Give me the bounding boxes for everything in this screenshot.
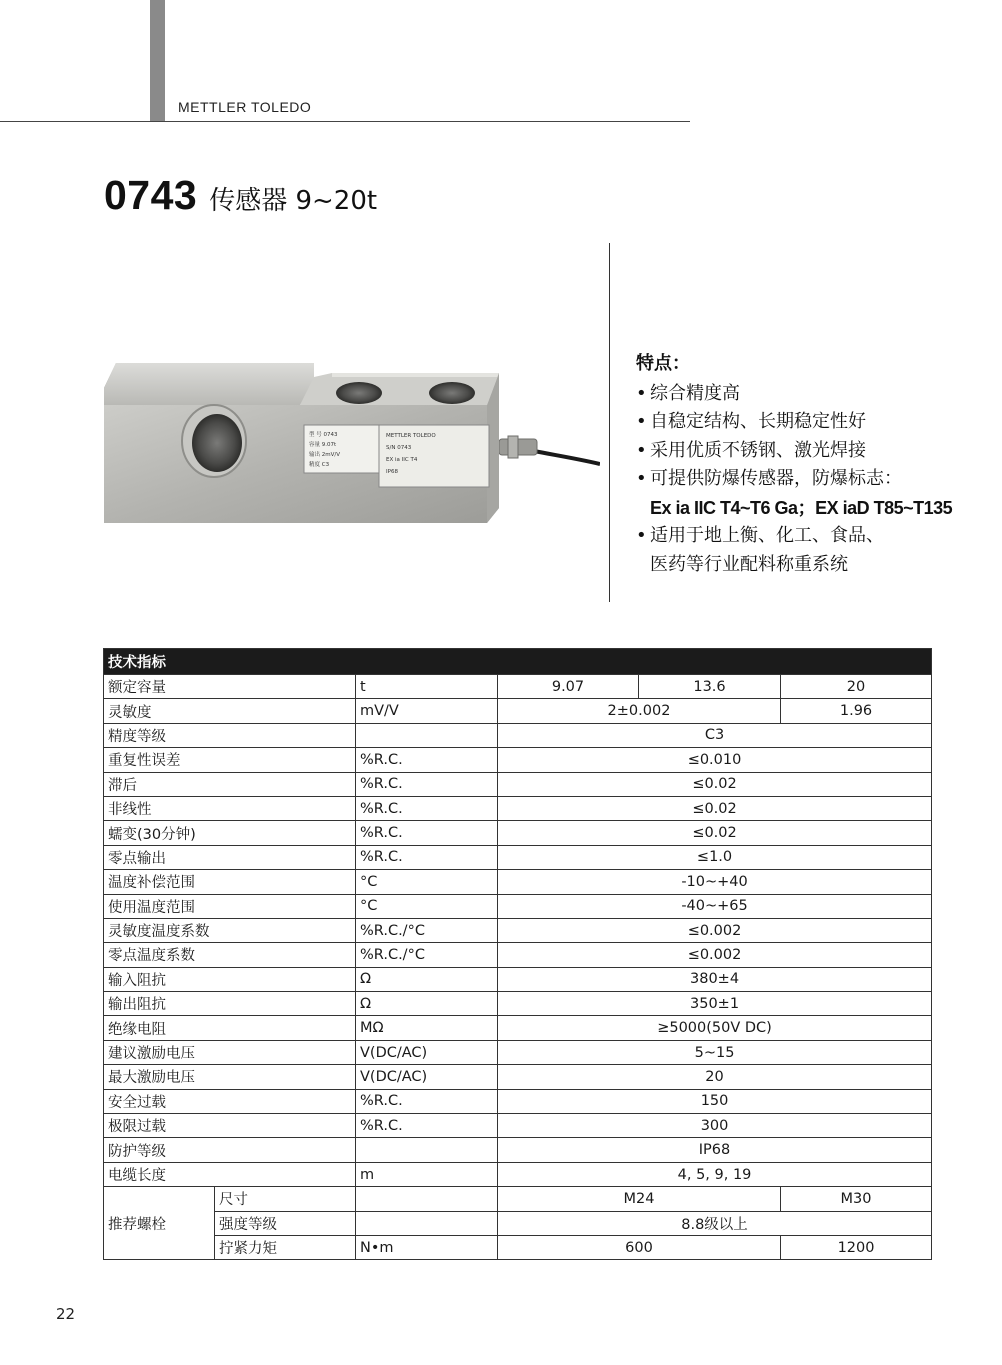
explosion-proof-mark: Ex ia IIC T4~T6 Ga；EX iaD T85~T135 (650, 497, 953, 518)
table-row: 绝缘电阻 MΩ ≥5000(50V DC) (104, 1016, 932, 1040)
features-heading: 特点： (636, 353, 690, 374)
features-list (636, 350, 952, 579)
table-row: 温度补偿范围 °C -10~+40 (104, 870, 932, 894)
table-header-row (104, 649, 932, 675)
label-right-line-3: EX ia IIC T4 (386, 457, 418, 463)
table-row: 滞后 %R.C. ≤0.02 (104, 772, 932, 796)
table-row: 蠕变(30分钟) %R.C. ≤0.02 (104, 821, 932, 845)
label-right-line-2: S/N 0743 (386, 445, 412, 451)
product-subtitle: 传感器 9~20t (209, 186, 378, 216)
label-right-line-1: METTLER TOLEDO (386, 433, 436, 439)
table-row: 推荐螺栓 尺寸 M24 M30 (104, 1187, 932, 1211)
table-row: 灵敏度 mV/V 2±0.002 1.96 (104, 699, 932, 723)
table-row: 电缆长度 m 4, 5, 9, 19 (104, 1162, 932, 1186)
table-row: 重复性误差 %R.C. ≤0.010 (104, 748, 932, 772)
feature-item-continuation: 医药等行业配料称重系统 (650, 553, 848, 575)
table-row: 防护等级 IP68 (104, 1138, 932, 1162)
table-row: 极限过载 %R.C. 300 (104, 1114, 932, 1138)
section-divider (609, 243, 610, 602)
feature-item: • 自稳定结构、长期稳定性好 (636, 411, 866, 432)
table-row: 零点输出 %R.C. ≤1.0 (104, 845, 932, 869)
feature-item: • 采用优质不锈钢、激光焊接 (636, 439, 866, 461)
bolt-group-label: 推荐螺栓 (104, 1187, 215, 1260)
model-number: 0743 (104, 172, 198, 218)
table-row: 使用温度范围 °C -40~+65 (104, 894, 932, 918)
load-cell-photo (104, 333, 600, 523)
table-row: 最大激励电压 V(DC/AC) 20 (104, 1065, 932, 1089)
label-left-line-1: 型 号 0743 (309, 432, 338, 438)
table-row: 输入阻抗 Ω 380±4 (104, 967, 932, 991)
label-left-line-4: 精度 C3 (309, 462, 330, 468)
label-left-line-3: 输出 2mV/V (309, 452, 340, 458)
header-accent-bar (150, 0, 165, 122)
label-left-line-2: 容量 9.07t (309, 442, 337, 448)
table-row: 安全过载 %R.C. 150 (104, 1089, 932, 1113)
table-row: 灵敏度温度系数 %R.C./°C ≤0.002 (104, 918, 932, 942)
feature-item: • 适用于地上衡、化工、食品、 (636, 525, 884, 546)
table-row: 拧紧力矩 N•m 600 1200 (104, 1235, 932, 1259)
page-number: 22 (56, 1305, 76, 1323)
table-row: 额定容量 t 9.07 13.6 20 (104, 675, 932, 699)
table-row: 零点温度系数 %R.C./°C ≤0.002 (104, 943, 932, 967)
table-row: 精度等级 C3 (104, 723, 932, 747)
table-row: 非线性 %R.C. ≤0.02 (104, 796, 932, 820)
page-title (104, 172, 377, 219)
brand-name: METTLER TOLEDO (178, 99, 312, 115)
table-row: 输出阻抗 Ω 350±1 (104, 992, 932, 1016)
feature-item: • 可提供防爆传感器，防爆标志： (636, 468, 902, 489)
table-title: 技术指标 (104, 649, 932, 675)
spec-table (103, 648, 932, 1260)
table-row: 强度等级 8.8级以上 (104, 1211, 932, 1235)
table-row: 建议激励电压 V(DC/AC) 5~15 (104, 1040, 932, 1064)
label-right-line-4: IP68 (386, 469, 398, 475)
header-rule (0, 121, 690, 122)
feature-item: • 综合精度高 (636, 382, 740, 404)
